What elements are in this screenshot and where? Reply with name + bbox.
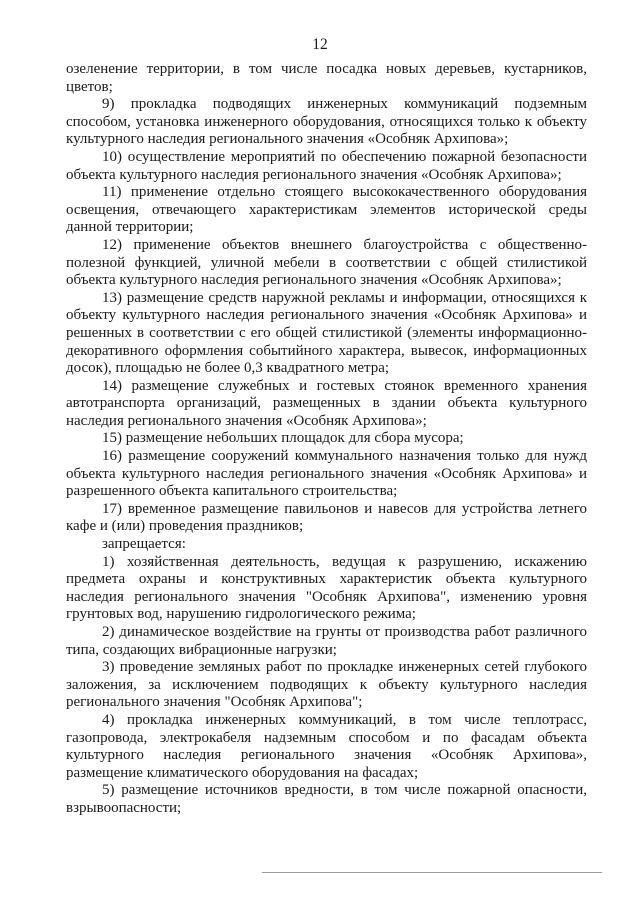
paragraph-item-13: 13) размещение средств наружной рекламы и информации, относящихся к объекту культурного наследия регионального значения «Особняк Архипова» и решенных в соответствии с его общей стилистикой (элементы информационно-декоративного оформления событийного характера, вывесок, информационных досок), площадью не более 0,3 квадратного метра; bbox=[66, 289, 587, 377]
paragraph-item-11: 11) применение отдельно стоящего высококачественного оборудования освещения, отвечающего характеристикам элементов исторической среды данной территории; bbox=[66, 184, 587, 236]
section-heading-prohibited: запрещается: bbox=[102, 536, 186, 553]
paragraph-item-12: 12) применение объектов внешнего благоустройства с общественно-полезной функцией, уличной мебели в соответствии с общей стилистикой объекта культурного наследия регионального значения «Особняк Архипова»; bbox=[66, 236, 587, 289]
prohibited-item-2: 2) динамическое воздействие на грунты от производства работ различного типа, создающих вибрационные нагрузки; bbox=[66, 624, 587, 658]
prohibited-item-4: 4) прокладка инженерных коммуникаций, в том числе теплотрасс, газопровода, электрокабеля надземным способом и по фасадам объекта культурного наследия регионального значения «Особняк Архипова», размещение климатического оборудования на фасадах; bbox=[66, 711, 587, 781]
document-body bbox=[66, 61, 587, 818]
prohibited-item-1: 1) хозяйственная деятельность, ведущая к разрушению, искажению предмета охраны и конструктивных характеристик объекта культурного наследия регионального значения "Особняк Архипова", изменению уровня грунтовых вод, нарушению гидрологического режима; bbox=[66, 553, 587, 623]
paragraph-0: озеленение территории, в том числе посадка новых деревьев, кустарников, цветов; bbox=[66, 61, 587, 95]
paragraph-item-14: 14) размещение служебных и гостевых стоянок временного хранения автотранспорта организаций, размещенных в здании объекта культурного наследия регионального значения «Особняк Архипова»; bbox=[66, 377, 587, 429]
footer-rule bbox=[262, 872, 602, 873]
paragraph-item-16: 16) размещение сооружений коммунального назначения только для нужд объекта культурного наследия регионального значения «Особняк Архипова» и разрешенного объекта капитального строительства; bbox=[66, 448, 587, 500]
paragraph-item-9: 9) прокладка подводящих инженерных коммуникаций подземным способом, установка инженерного оборудования, относящихся только к объекту культурного наследия регионального значения «Особняк Архипова»; bbox=[66, 96, 587, 148]
prohibited-item-3: 3) проведение земляных работ по прокладке инженерных сетей глубокого заложения, за исключением подводящих к объекту культурного наследия регионального значения "Особняк Архипова"; bbox=[66, 659, 587, 711]
page-number: 12 bbox=[312, 36, 328, 53]
paragraph-item-17: 17) временное размещение павильонов и навесов для устройства летнего кафе и (или) проведения праздников; bbox=[66, 500, 587, 535]
paragraph-item-15: 15) размещение небольших площадок для сбора мусора; bbox=[102, 430, 464, 447]
paragraph-item-10: 10) осуществление мероприятий по обеспечению пожарной безопасности объекта культурного наследия регионального значения «Особняк Архипова»; bbox=[66, 148, 587, 183]
prohibited-item-5: 5) размещение источников вредности, в том числе пожарной опасности, взрывоопасности; bbox=[66, 782, 587, 816]
